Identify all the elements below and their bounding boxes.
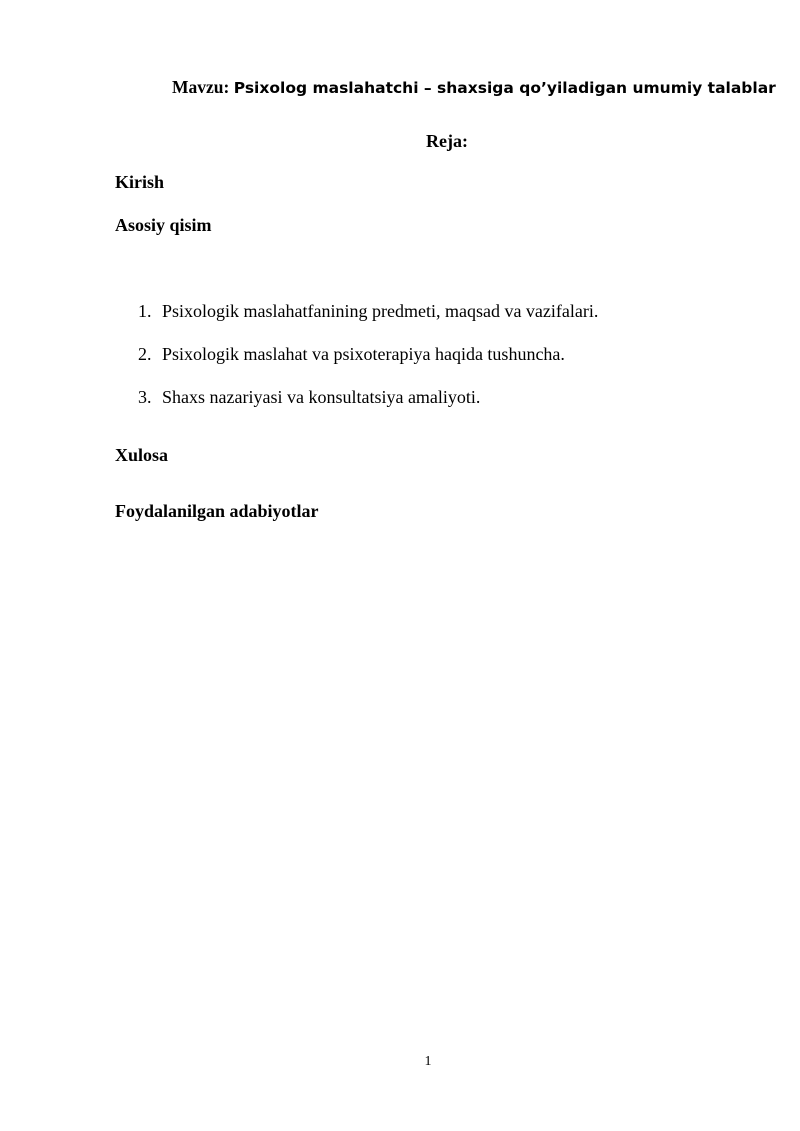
list-item-text: Shaxs nazariyasi va konsultatsiya amaliyoti.	[162, 387, 481, 407]
list-item-text: Psixologik maslahat va psixoterapiya haqida tushuncha.	[162, 344, 565, 364]
title-lead: Mavzu:	[172, 77, 230, 97]
list-item	[138, 386, 480, 408]
section-intro: Kirish	[115, 172, 165, 192]
list-item-number: 3.	[138, 387, 152, 407]
page-number: 1	[424, 1054, 432, 1069]
list-item-number: 2.	[138, 344, 152, 364]
plan-heading: Reja:	[426, 131, 468, 151]
list-item-text: Psixologik maslahatfanining predmeti, maqsad va vazifalari.	[162, 301, 599, 321]
section-references: Foydalanilgan adabiyotlar	[115, 501, 319, 521]
section-conclusion: Xulosa	[115, 445, 169, 465]
document-title	[172, 76, 776, 99]
title-topic: Psixolog maslahatchi – shaxsiga qo’yiladigan umumiy talablar	[233, 79, 776, 97]
section-main-part: Asosiy qisim	[115, 215, 212, 235]
list-item-number: 1.	[138, 301, 152, 321]
list-item	[138, 300, 598, 322]
list-item	[138, 343, 565, 365]
